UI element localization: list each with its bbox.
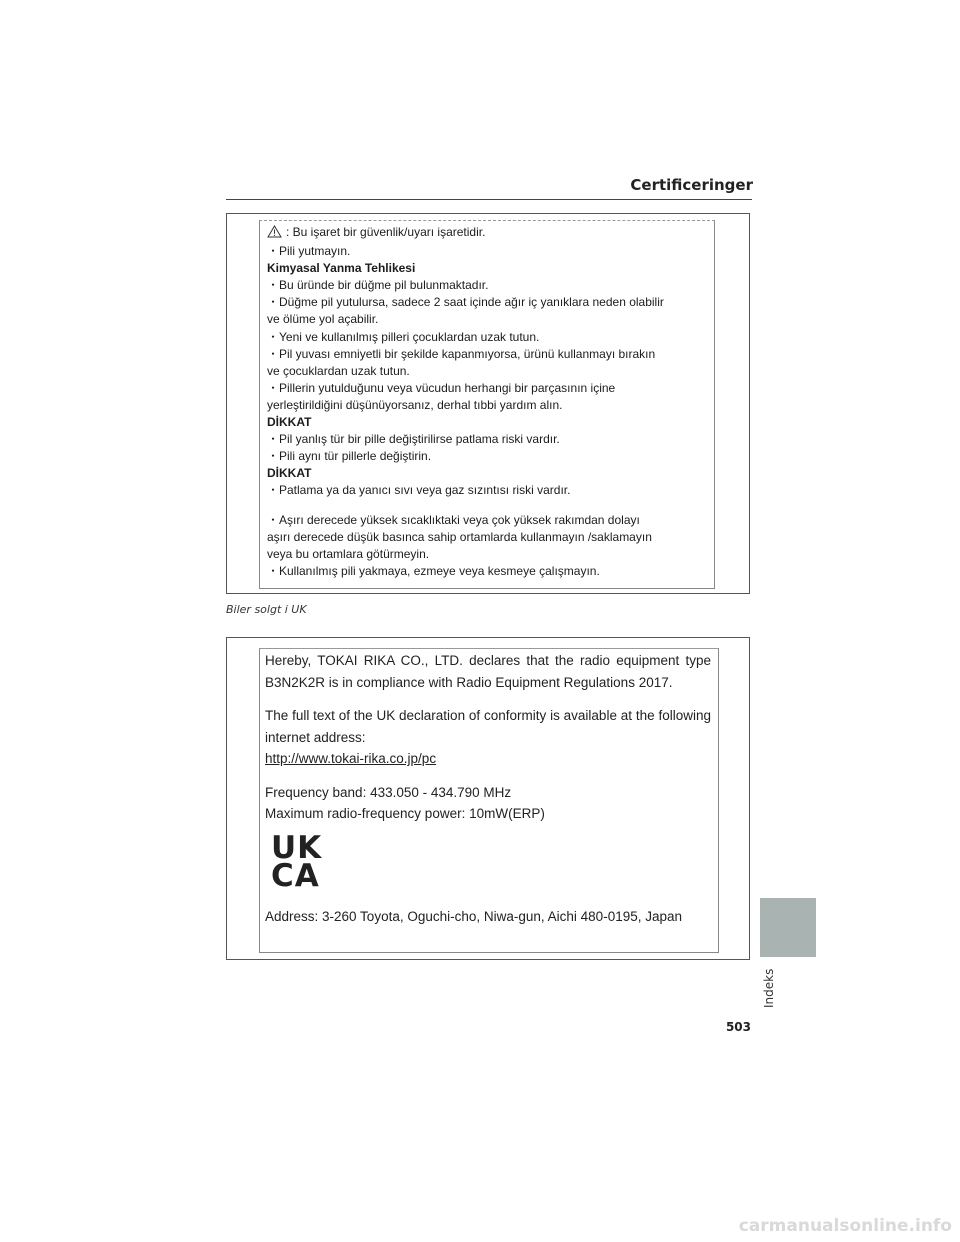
manufacturer-address: Address: 3-260 Toyota, Oguchi-cho, Niwa-gun, Aichi 480-0195, Japan: [265, 909, 683, 924]
ukca-mark-line1: UK: [271, 830, 323, 866]
notice-line: [267, 546, 717, 563]
notice-line: [267, 529, 717, 546]
conformity-text: The full text of the UK declaration of conformity is available at the following internet address:: [265, 708, 711, 745]
notice-line-text: Kimyasal Yanma Tehlikesi: [267, 261, 416, 276]
notice-line: [267, 397, 717, 414]
notice-line: [267, 294, 717, 311]
notice-line-text: ・Aşırı derecede yüksek sıcaklıktaki veya çok yüksek rakımdan dolayı: [267, 512, 640, 527]
conformity-paragraph: [265, 705, 711, 770]
notice-line-text: ・Pil yanlış tür bir pille değiştirilirse patlama riski vardır.: [267, 432, 560, 447]
turkish-safety-notice: [226, 213, 750, 594]
notice-line-text: ・Pil yuvası emniyetli bir şekilde kapanmıyorsa, ürünü kullanmayı bırakın: [267, 346, 656, 361]
ukca-mark-line2: CA: [271, 858, 320, 894]
section-title: Certificeringer: [630, 176, 753, 194]
radio-specs: [265, 782, 711, 825]
notice-line: [267, 512, 717, 529]
notice-line-text: DİKKAT: [267, 466, 312, 481]
declaration-paragraph: Hereby, TOKAI RIKA CO., LTD. declares that the radio equipment type B3N2K2R is in compliance with Radio Equipment Regulations 2017.: [265, 653, 711, 690]
notice-line: [267, 329, 717, 346]
header-rule: [226, 199, 752, 200]
notice-line: [267, 277, 717, 294]
notice-line: [267, 380, 717, 397]
notice-line-text: ・Pili yutmayın.: [267, 244, 351, 259]
notice-line: [267, 563, 717, 580]
notice-line-text: ve çocuklardan uzak tutun.: [267, 363, 410, 378]
notice-line-text: veya bu ortamlara götürmeyin.: [267, 546, 430, 561]
notice-line-text: ・Pillerin yutulduğunu veya vücudun herhangi bir parçasının içine: [267, 380, 616, 395]
notice-line-text: ・Bu üründe bir düğme pil bulunmaktadır.: [267, 278, 489, 293]
notice-line: [267, 414, 717, 431]
notice-line: [267, 363, 717, 380]
notice-line: [267, 465, 717, 482]
notice-line: [267, 243, 717, 260]
notice-line: [267, 482, 717, 499]
notice-line-text: ・Düğme pil yutulursa, sadece 2 saat içinde ağır iç yanıklara neden olabilir: [267, 295, 664, 310]
declaration-link[interactable]: http://www.tokai-rika.co.jp/pc: [265, 751, 437, 766]
uk-declaration-text: [265, 650, 711, 825]
side-index-label: Indeks: [762, 968, 776, 1008]
notice-line: [267, 260, 717, 277]
warning-triangle-icon: [267, 225, 282, 243]
notice-line-text: : Bu işaret bir güvenlik/uyarı işaretidir.: [286, 225, 486, 239]
notice-line-text: ve ölüme yol açabilir.: [267, 312, 379, 327]
notice-text-block: [267, 224, 717, 580]
watermark: carmanualsonline.info: [738, 1216, 952, 1236]
notice-line-text: ・Kullanılmış pili yakmaya, ezmeye veya kesmeye çalışmayın.: [267, 563, 600, 578]
notice-line-text: ・Yeni ve kullanılmış pilleri çocuklardan uzak tutun.: [267, 329, 540, 344]
notice-line: [267, 448, 717, 465]
notice-line-text: yerleştirildiğini düşünüyorsanız, derhal tıbbi yardım alın.: [267, 397, 563, 412]
notice-line-text: aşırı derecede düşük basınca sahip ortamlarda kullanmayın /saklamayın: [267, 529, 652, 544]
frequency-band: Frequency band: 433.050 - 434.790 MHz: [265, 784, 512, 800]
side-index-tab[interactable]: [760, 898, 816, 957]
notice-line: [267, 346, 717, 363]
notice-line-text: ・Pili aynı tür pillerle değiştirin.: [267, 449, 432, 464]
ukca-mark-logo: [271, 830, 323, 894]
notice-line-text: DİKKAT: [267, 415, 312, 430]
notice-line-text: ・Patlama ya da yanıcı sıvı veya gaz sızıntısı riski vardır.: [267, 483, 571, 498]
figure-caption: Biler solgt i UK: [226, 603, 307, 616]
notice-line: [267, 224, 717, 243]
page-number: 503: [725, 1020, 751, 1034]
notice-line: [267, 431, 717, 448]
notice-line: [267, 311, 717, 328]
max-power: Maximum radio-frequency power: 10mW(ERP): [265, 806, 545, 821]
uk-declaration-notice: [226, 637, 750, 960]
